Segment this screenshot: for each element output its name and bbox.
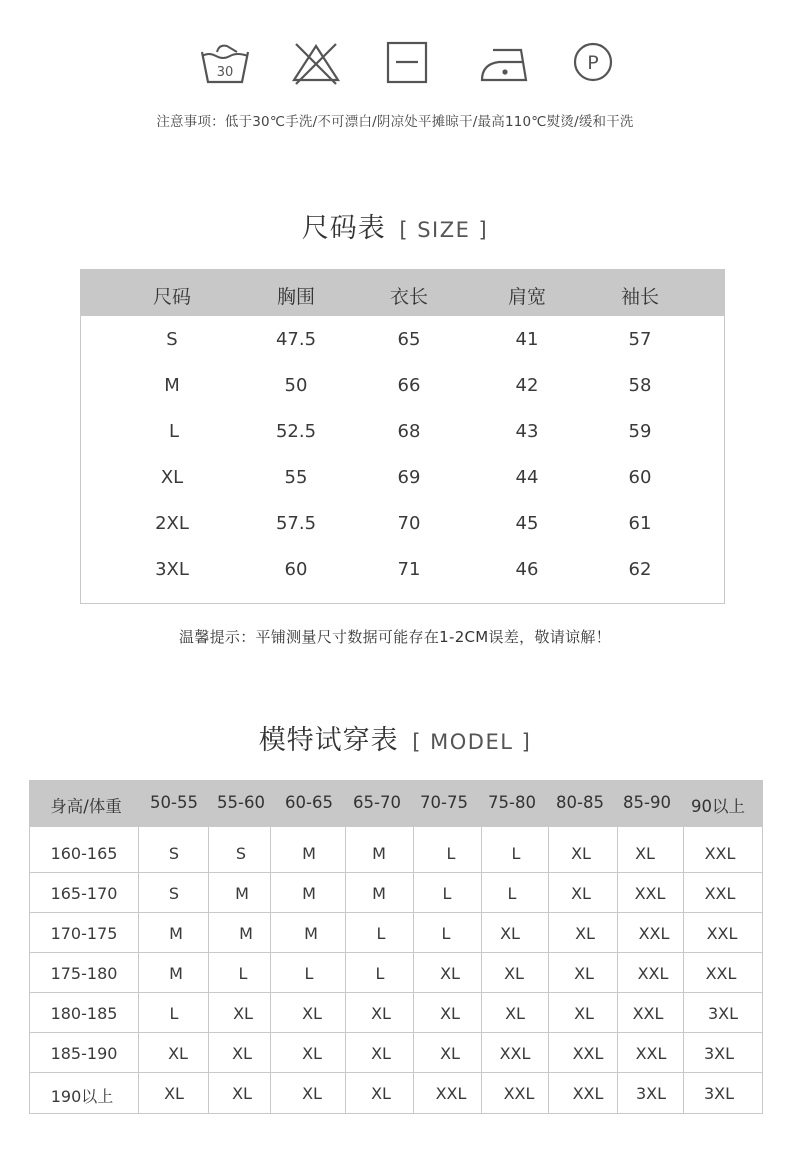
model-header-weight: 55-60 [217, 793, 265, 812]
table-row [81, 455, 724, 501]
table-row [81, 409, 724, 455]
model-chart-title [0, 718, 790, 757]
height-cell: 185-190 [50, 1044, 118, 1063]
shoulder-cell: 41 [515, 329, 539, 350]
shoulder-cell: 45 [515, 513, 539, 534]
model-chart-title-cn: 模特试穿表 [258, 725, 399, 756]
model-header-weight: 65-70 [353, 793, 401, 812]
size-cell: XL [574, 964, 594, 983]
size-cell: L [441, 924, 451, 943]
size-cell: XL [302, 1084, 322, 1103]
sleeve-cell: 57 [628, 329, 652, 350]
table-row [29, 993, 763, 1033]
height-cell: 190以上 [50, 1087, 114, 1106]
model-header-weight: 50-55 [150, 793, 198, 812]
size-cell: XXL [634, 884, 666, 903]
table-row [29, 1033, 763, 1073]
chest-cell: 55 [284, 467, 308, 488]
model-header-weight: 70-75 [420, 793, 468, 812]
table-row [81, 547, 724, 593]
length-cell: 69 [397, 467, 421, 488]
size-cell: M [239, 924, 253, 943]
size-cell: 2XL [155, 513, 189, 534]
size-cell: XL [302, 1044, 322, 1063]
shoulder-cell: 44 [515, 467, 539, 488]
size-cell: M [169, 924, 183, 943]
size-cell: XL [371, 1004, 391, 1023]
size-cell: M [302, 884, 316, 903]
iron-low-icon [479, 40, 535, 86]
size-cell: M [372, 884, 386, 903]
size-cell: XXL [706, 924, 738, 943]
length-cell: 71 [397, 559, 421, 580]
size-cell: XL [232, 1084, 252, 1103]
size-cell: XL [574, 1004, 594, 1023]
table-row [29, 953, 763, 993]
size-chart-title-en: [ SIZE ] [399, 218, 489, 242]
table-row [29, 833, 763, 873]
size-header-chest: 胸围 [276, 286, 316, 308]
size-cell: L [168, 421, 180, 442]
size-cell: XL [371, 1044, 391, 1063]
size-cell: XL [233, 1004, 253, 1023]
size-cell: XXL [503, 1084, 535, 1103]
length-cell: 68 [397, 421, 421, 442]
size-cell: XXL [705, 964, 737, 983]
size-header-length: 衣长 [389, 286, 429, 308]
size-cell: XXL [704, 844, 736, 863]
size-header-shoulder: 肩宽 [507, 286, 547, 308]
table-row [29, 913, 763, 953]
size-cell: XXL [635, 1044, 667, 1063]
size-chart-title-cn: 尺码表 [301, 213, 386, 244]
shoulder-cell: 46 [515, 559, 539, 580]
flat-dry-icon [379, 40, 435, 86]
table-row [81, 501, 724, 547]
table-row [29, 1073, 763, 1113]
sleeve-cell: 58 [628, 375, 652, 396]
size-cell: L [446, 844, 456, 863]
size-cell: L [442, 884, 452, 903]
model-header-weight: 80-85 [556, 793, 604, 812]
model-header-weight: 90以上 [691, 797, 745, 816]
size-cell: L [511, 844, 521, 863]
size-cell: XL [571, 884, 591, 903]
size-cell: XL [635, 844, 655, 863]
size-cell: 3XL [707, 1004, 739, 1023]
size-cell: M [169, 964, 183, 983]
size-cell: XXL [632, 1004, 664, 1023]
dry-clean-p-icon [565, 40, 621, 86]
chest-cell: 50 [284, 375, 308, 396]
size-cell: 3XL [635, 1084, 667, 1103]
table-row [81, 317, 724, 363]
svg-text:P: P [587, 52, 599, 74]
measurement-tip: 温馨提示：平铺测量尺寸数据可能存在1-2CM误差，敬请谅解！ [179, 628, 611, 646]
height-cell: 165-170 [50, 884, 118, 903]
sleeve-cell: 59 [628, 421, 652, 442]
height-cell: 180-185 [50, 1004, 118, 1023]
chest-cell: 52.5 [275, 421, 317, 442]
size-cell: XL [164, 1084, 184, 1103]
size-cell: XL [504, 964, 524, 983]
size-table [80, 269, 725, 604]
chest-cell: 57.5 [275, 513, 317, 534]
size-cell: M [372, 844, 386, 863]
size-cell: S [166, 329, 178, 350]
length-cell: 65 [397, 329, 421, 350]
length-cell: 66 [397, 375, 421, 396]
size-cell: XL [232, 1044, 252, 1063]
size-cell: M [302, 844, 316, 863]
model-chart-title-en: [ MODEL ] [412, 730, 532, 754]
sleeve-cell: 61 [628, 513, 652, 534]
size-header-sleeve: 袖长 [620, 286, 660, 308]
size-cell: XXL [638, 924, 670, 943]
size-cell: XL [440, 964, 460, 983]
model-header-weight: 60-65 [285, 793, 333, 812]
size-cell: XXL [572, 1044, 604, 1063]
length-cell: 70 [397, 513, 421, 534]
size-cell: M [235, 884, 249, 903]
size-cell: XXL [435, 1084, 467, 1103]
size-cell: L [169, 1004, 179, 1023]
model-table-header [29, 780, 763, 826]
model-header-height-weight: 身高/体重 [50, 797, 122, 816]
table-row [29, 873, 763, 913]
size-cell: 3XL [703, 1044, 735, 1063]
table-row [81, 363, 724, 409]
care-instructions: 注意事项：低于30℃手洗/不可漂白/阴凉处平摊晾干/最高110℃熨烫/缓和干洗 [156, 114, 634, 130]
size-table-header [81, 270, 724, 316]
size-cell: XXL [637, 964, 669, 983]
model-table [29, 780, 763, 1114]
size-cell: 3XL [703, 1084, 735, 1103]
size-cell: L [304, 964, 314, 983]
size-cell: XL [160, 467, 184, 488]
size-cell: M [304, 924, 318, 943]
sleeve-cell: 62 [628, 559, 652, 580]
size-cell: 3XL [155, 559, 189, 580]
chest-cell: 60 [284, 559, 308, 580]
shoulder-cell: 43 [515, 421, 539, 442]
height-cell: 175-180 [50, 964, 118, 983]
model-header-weight: 75-80 [488, 793, 536, 812]
size-header-size: 尺码 [152, 286, 192, 308]
size-cell: XL [371, 1084, 391, 1103]
chest-cell: 47.5 [275, 329, 317, 350]
size-cell: XXL [499, 1044, 531, 1063]
size-cell: M [164, 375, 180, 396]
size-cell: XL [571, 844, 591, 863]
size-cell: XXL [572, 1084, 604, 1103]
size-cell: L [238, 964, 248, 983]
size-cell: XL [500, 924, 520, 943]
size-cell: XL [440, 1004, 460, 1023]
height-cell: 170-175 [50, 924, 118, 943]
care-icons [0, 40, 790, 86]
size-cell: L [376, 924, 386, 943]
size-cell: S [235, 844, 247, 863]
size-cell: S [168, 844, 180, 863]
size-cell: S [168, 884, 180, 903]
size-cell: L [375, 964, 385, 983]
size-cell: L [507, 884, 517, 903]
size-chart-title [0, 206, 790, 245]
no-bleach-icon [288, 40, 344, 86]
hand-wash-30-icon [197, 40, 253, 86]
svg-text:30: 30 [216, 65, 234, 80]
model-header-weight: 85-90 [623, 793, 671, 812]
size-cell: XXL [704, 884, 736, 903]
size-cell: XL [440, 1044, 460, 1063]
size-cell: XL [168, 1044, 188, 1063]
size-cell: XL [575, 924, 595, 943]
shoulder-cell: 42 [515, 375, 539, 396]
size-cell: XL [505, 1004, 525, 1023]
size-cell: XL [302, 1004, 322, 1023]
sleeve-cell: 60 [628, 467, 652, 488]
height-cell: 160-165 [50, 844, 118, 863]
